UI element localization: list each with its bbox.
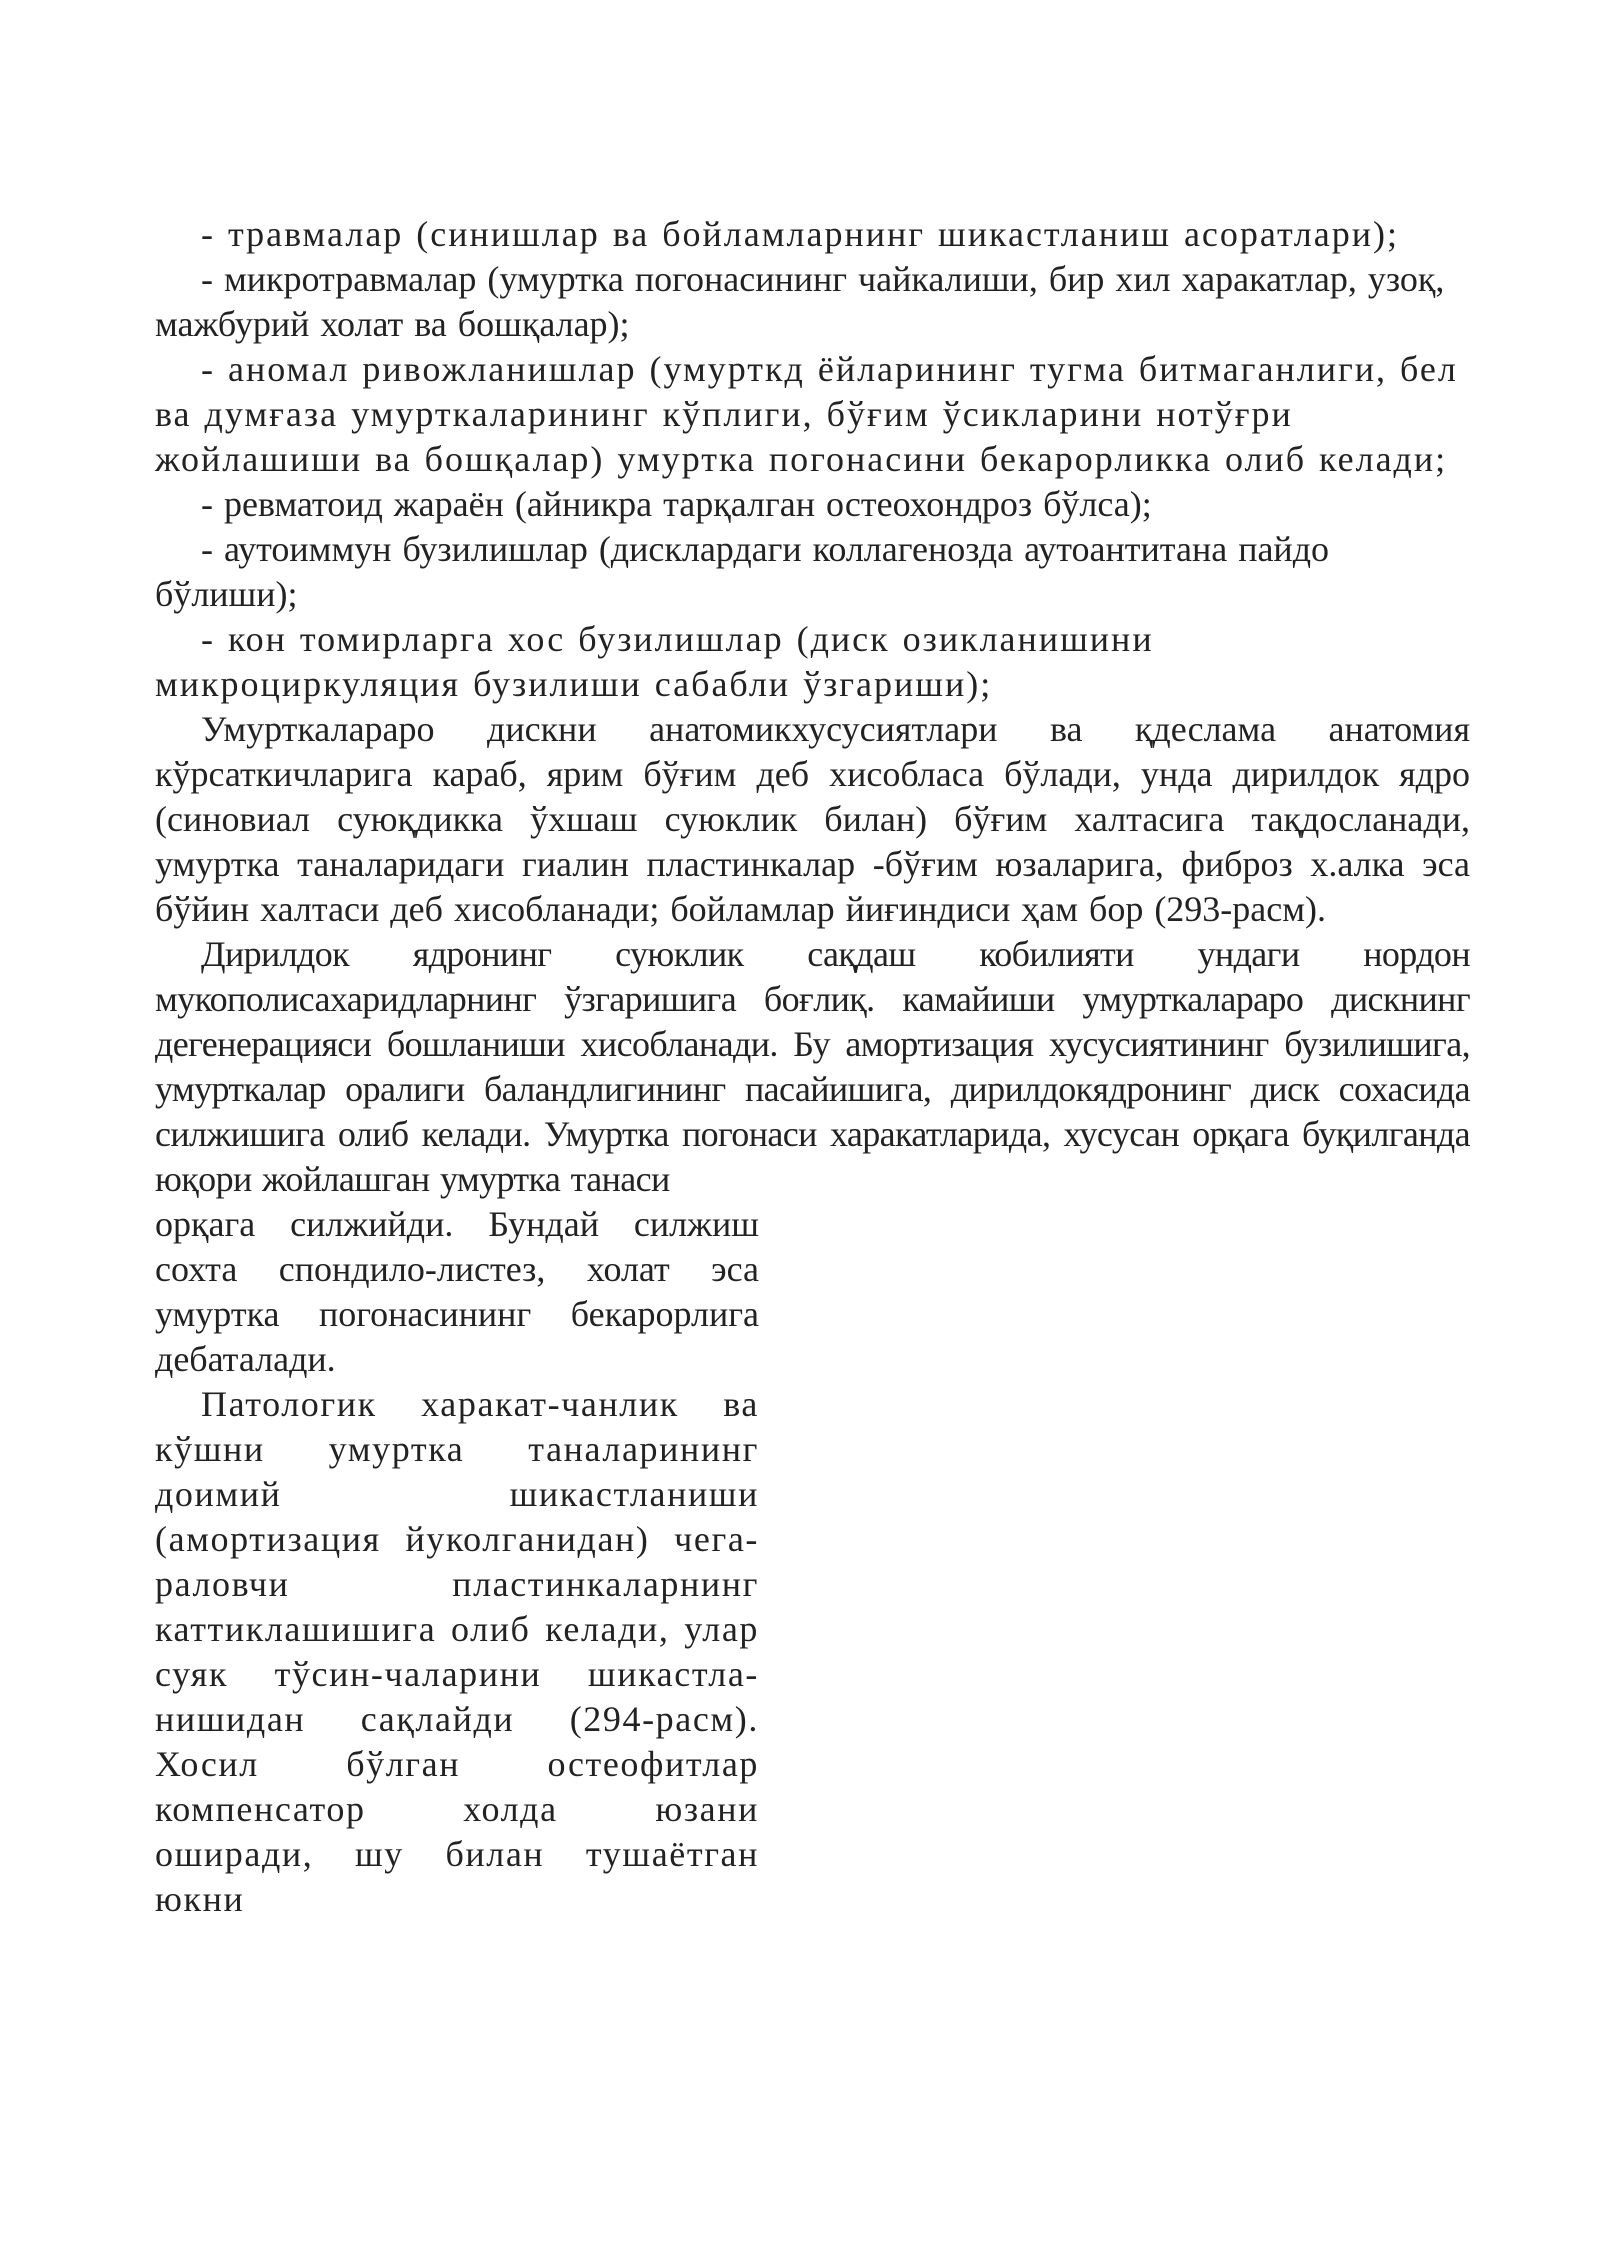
- list-item-microtrauma: - микротравмалар (умуртка погонасининг чайкалиши, бир хил харакатлар, узоқ, мажбурий холат ва бошқалар);: [155, 259, 1445, 344]
- list-item-trauma: - травмалар (синишлар ва бойламларнинг шикастланиш асоратлари);: [201, 214, 1399, 254]
- paragraph-pathologic-mobility: Патологик харакат-чанлик ва кўшни умуртка таналарининг доимий шикастланиши (амортизация йуколганидан) чега-раловчи пластинкаларнинг каттиклашишига олиб келади, улар суяк тўсин-чаларини шикастла-нишидан сақлайди (294-расм). Хосил бўлган остеофитлар компенсатор холда юзани оширади, шу билан тушаётган юкни: [155, 1384, 759, 1919]
- list-item-rheumatoid: - ревматоид жараён (айникра тарқалган остеохондроз бўлса);: [201, 484, 1152, 524]
- paragraph-disc-anatomy: Умурткалараро дискни анатомикхусусиятлари ва қдеслама анатомия кўрсаткичларига караб, ярим бўғим деб хисобласа бўлади, унда дирилдок ядро (синовиал суюқдикка ўхшаш суюклик билан) бўғим халтасига тақдосланади, умуртка таналаридаги гиалин пластинкалар -бўғим юзаларига, фиброз х.алка эса бўйин халтаси деб хисобланади; бойламлар йиғиндиси ҳам бор (293-расм).: [155, 709, 1470, 929]
- list-item-vascular: - кон томирларга хос бузилишлар (диск озикланишини микроциркуляция бузилиши сабабли ўзгариши);: [155, 619, 1154, 704]
- paragraph-pseudo-spondylolisthesis: орқага силжийди. Бундай силжиш сохта спондило-листез, холат эса умуртка погонасининг бекарорлига дебаталади.: [155, 1204, 759, 1379]
- paragraph-nucleus-degeneration: Дирилдок ядронинг суюклик сақдаш кобилияти ундаги нордон мукополисахаридларнинг ўзгаришига боғлиқ. камайиши умурткалараро дискнинг дегенерацияси бошланиши хисобланади. Бу амортизация хусусиятининг бузилишига, умурткалар оралиги баландлигининг пасайишига, дирилдокядронинг диск сохасида силжишига олиб келади. Умуртка погонаси харакатларида, хусусан орқага буқилганда юқори жойлашган умуртка танаси: [155, 934, 1470, 1199]
- list-item-autoimmune: - аутоиммун бузилишлар (дисклардаги коллагенозда аутоантитана пайдо бўлиши);: [155, 529, 1330, 614]
- list-item-anomalies: - аномал ривожланишлар (умурткд ёйларининг тугма битмаганлиги, бел ва думғаза умурткаларининг кўплиги, бўғим ўсикларини нотўғри жойлашиши ва бошқалар) умуртка погонасини бекарорликка олиб келади;: [155, 349, 1458, 479]
- narrow-text-column: [155, 1202, 759, 1922]
- document-body: [155, 212, 1470, 1922]
